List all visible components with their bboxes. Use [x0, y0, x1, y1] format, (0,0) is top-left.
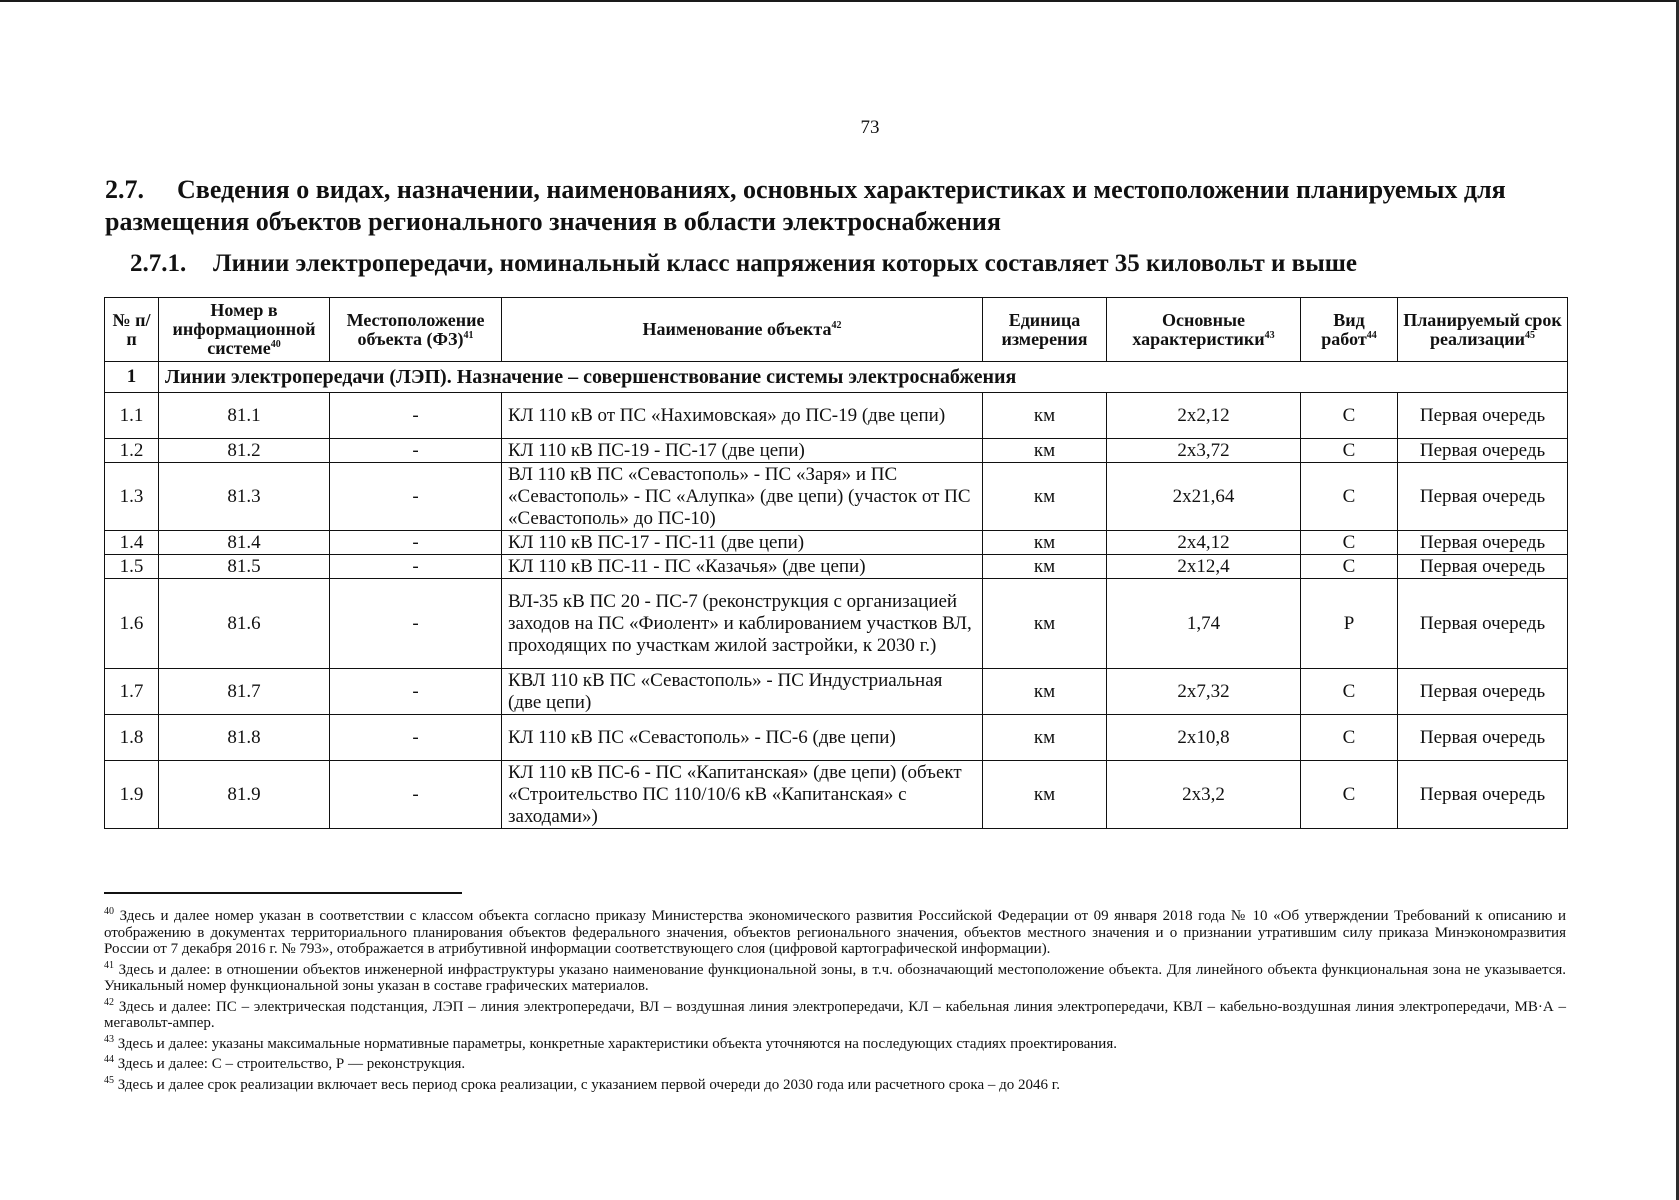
- row-location: -: [330, 531, 502, 555]
- footnote-number: 40: [104, 906, 114, 917]
- row-unit: км: [983, 579, 1107, 669]
- header-cell: Наименование объекта$^{42}$: [502, 298, 983, 362]
- row-name: КЛ 110 кВ ПС-11 - ПС «Казачья» (две цепи): [502, 555, 983, 579]
- footnote-text: Здесь и далее: указаны максимальные нормативные параметры, конкретные характеристики объекта уточняются на последующих стадиях проектирования.: [117, 1035, 1117, 1052]
- table-row: [105, 715, 1568, 761]
- table-row: [105, 555, 1568, 579]
- footnote-number: 41: [104, 959, 114, 971]
- table-row: [105, 463, 1568, 531]
- row-name: КЛ 110 кВ ПС-17 - ПС-11 (две цепи): [502, 531, 983, 555]
- footnote: [104, 1052, 1566, 1073]
- row-term: Первая очередь: [1398, 669, 1568, 715]
- row-code: 81.6: [159, 579, 330, 669]
- row-name: КЛ 110 кВ ПС-6 - ПС «Капитанская» (две цепи) (объект «Строительство ПС 110/10/6 кВ «Капитанская» с заходами»): [502, 761, 983, 829]
- header-cell: Номер в информационной системе$^{40}$: [159, 298, 330, 362]
- header-cell: Планируемый срок реализации$^{45}$: [1398, 298, 1568, 362]
- section-row: [105, 362, 1568, 393]
- row-code: 81.7: [159, 669, 330, 715]
- section-heading-number: 2.7.: [105, 175, 144, 204]
- row-code: 81.9: [159, 761, 330, 829]
- footnote-number: 45: [104, 1074, 114, 1086]
- row-unit: км: [983, 669, 1107, 715]
- row-work-type: С: [1301, 669, 1398, 715]
- footnote: [104, 1032, 1566, 1053]
- row-unit: км: [983, 761, 1107, 829]
- footnote-text: Здесь и далее номер указан в соответствии с классом объекта согласно приказу Министерства экономического развития Российской Федерации от 09 января 2018 года № 10 «Об утверждении Требований к описанию и отображению в документах территориального планирования объектов федерального значения, объектов регионального значения, объектов местного значения и о признании утратившим силу приказа Минэкономразвития России от 7 декабря 2016 г. № 793», отображается в атрибутивной информации соответствующего слоя (цифровой картографической информации).: [104, 908, 1567, 957]
- header-cell: Местоположение объекта (ФЗ)$^{41}$: [330, 298, 502, 362]
- row-location: -: [330, 463, 502, 531]
- row-location: -: [330, 555, 502, 579]
- footnote-number: 43: [104, 1033, 114, 1045]
- row-spec: 2х7,32: [1107, 669, 1301, 715]
- row-location: -: [330, 669, 502, 715]
- row-work-type: С: [1301, 531, 1398, 555]
- row-location: -: [330, 393, 502, 439]
- footnote-text: Здесь и далее: в отношении объектов инженерной инфраструктуры указано наименование функциональной зоны, в т.ч. обозначающий местоположение объекта. Для линейного объекта функциональная зона не указывается. Уникальный номер функциональной зоны указан в составе графических материалов.: [104, 961, 1566, 994]
- row-work-type: С: [1301, 761, 1398, 829]
- table-row: [105, 579, 1568, 669]
- row-spec: 2х3,2: [1107, 761, 1301, 829]
- row-work-type: С: [1301, 555, 1398, 579]
- row-unit: км: [983, 531, 1107, 555]
- row-unit: км: [983, 463, 1107, 531]
- section-heading: [105, 174, 1575, 238]
- row-number: 1.1: [105, 393, 159, 439]
- row-code: 81.4: [159, 531, 330, 555]
- row-term: Первая очередь: [1398, 761, 1568, 829]
- row-location: -: [330, 439, 502, 463]
- row-term: Первая очередь: [1398, 393, 1568, 439]
- header-cell: Единица измерения: [983, 298, 1107, 362]
- footnote-text: Здесь и далее: С – строительство, Р — реконструкция.: [117, 1056, 466, 1072]
- footnote: [104, 958, 1566, 995]
- row-term: Первая очередь: [1398, 463, 1568, 531]
- subsection-heading: [130, 248, 1357, 280]
- subsection-heading-text: Линии электропередачи, номинальный класс напряжения которых составляет 35 киловольт и выше: [213, 250, 1357, 277]
- row-work-type: С: [1301, 393, 1398, 439]
- row-number: 1.7: [105, 669, 159, 715]
- row-unit: км: [983, 715, 1107, 761]
- row-term: Первая очередь: [1398, 531, 1568, 555]
- row-name: КВЛ 110 кВ ПС «Севастополь» - ПС Индустриальная (две цепи): [502, 669, 983, 715]
- row-code: 81.8: [159, 715, 330, 761]
- subsection-heading-number: 2.7.1.: [130, 250, 187, 277]
- row-name: ВЛ-35 кВ ПС 20 - ПС-7 (реконструкция с организацией заходов на ПС «Фиолент» и каблированием участков ВЛ, проходящих по участкам жилой застройки, к 2030 г.): [502, 579, 983, 669]
- row-spec: 2х12,4: [1107, 555, 1301, 579]
- row-term: Первая очередь: [1398, 555, 1568, 579]
- table-body: [105, 362, 1568, 829]
- row-spec: 2х21,64: [1107, 463, 1301, 531]
- table-row: [105, 531, 1568, 555]
- row-name: КЛ 110 кВ от ПС «Нахимовская» до ПС-19 (две цепи): [502, 393, 983, 439]
- row-code: 81.3: [159, 463, 330, 531]
- table-row: [105, 761, 1568, 829]
- row-name: КЛ 110 кВ ПС-19 - ПС-17 (две цепи): [502, 439, 983, 463]
- row-number: 1.5: [105, 555, 159, 579]
- row-spec: 2х10,8: [1107, 715, 1301, 761]
- row-code: 81.2: [159, 439, 330, 463]
- page-number: 73: [860, 117, 880, 138]
- row-unit: км: [983, 393, 1107, 439]
- row-number: 1.9: [105, 761, 159, 829]
- footnote-text: Здесь и далее срок реализации включает весь период срока реализации, с указанием первой очереди до 2030 года или расчетного срока – до 2046 г.: [117, 1076, 1060, 1093]
- row-work-type: Р: [1301, 579, 1398, 669]
- row-code: 81.5: [159, 555, 330, 579]
- table-row: [105, 669, 1568, 715]
- section-heading-text: Сведения о видах, назначении, наименованиях, основных характеристиках и местоположении планируемых для размещения объектов регионального значения в области электроснабжения: [105, 175, 1506, 236]
- row-location: -: [330, 715, 502, 761]
- footnote-number: 42: [104, 996, 114, 1008]
- row-number: 1.8: [105, 715, 159, 761]
- row-number: 1.2: [105, 439, 159, 463]
- row-spec: 1,74: [1107, 579, 1301, 669]
- row-number: 1.6: [105, 579, 159, 669]
- footnote-number: 44: [104, 1054, 114, 1065]
- row-name: ВЛ 110 кВ ПС «Севастополь» - ПС «Заря» и ПС «Севастополь» - ПС «Алупка» (две цепи) (участок от ПС «Севастополь» до ПС-10): [502, 463, 983, 531]
- row-number: 1.3: [105, 463, 159, 531]
- row-location: -: [330, 579, 502, 669]
- header-cell: Основные характеристики$^{43}$: [1107, 298, 1301, 362]
- row-term: Первая очередь: [1398, 579, 1568, 669]
- header-cell: Вид работ$^{44}$: [1301, 298, 1398, 362]
- section-number: 1: [105, 362, 159, 393]
- footnote: [104, 904, 1566, 958]
- row-location: -: [330, 761, 502, 829]
- table-row: [105, 439, 1568, 463]
- table-row: [105, 393, 1568, 439]
- row-code: 81.1: [159, 393, 330, 439]
- row-work-type: С: [1301, 463, 1398, 531]
- row-unit: км: [983, 555, 1107, 579]
- footnote: [104, 1073, 1566, 1094]
- row-name: КЛ 110 кВ ПС «Севастополь» - ПС-6 (две цепи): [502, 715, 983, 761]
- row-work-type: С: [1301, 439, 1398, 463]
- section-title: Линии электропередачи (ЛЭП). Назначение – совершенствование системы электроснабжения: [159, 362, 1568, 393]
- row-unit: км: [983, 439, 1107, 463]
- footnote: [104, 995, 1566, 1032]
- row-work-type: С: [1301, 715, 1398, 761]
- row-term: Первая очередь: [1398, 715, 1568, 761]
- objects-table: [104, 297, 1568, 829]
- row-term: Первая очередь: [1398, 439, 1568, 463]
- footnote-text: Здесь и далее: ПС – электрическая подстанция, ЛЭП – линия электропередачи, ВЛ – воздушная линия электропередачи, КЛ – кабельная линия электропередачи, КВЛ – кабельно-воздушная линия электропередачи, МВ·А – мегавольт-ампер.: [104, 998, 1566, 1031]
- footnotes: [104, 904, 1566, 1093]
- row-spec: 2х3,72: [1107, 439, 1301, 463]
- header-cell: № п/п: [105, 298, 159, 362]
- scan-edge-top: [0, 0, 1679, 2]
- row-number: 1.4: [105, 531, 159, 555]
- row-spec: 2х2,12: [1107, 393, 1301, 439]
- footnote-separator: [104, 892, 462, 894]
- table-header-row: [105, 298, 1568, 362]
- row-spec: 2х4,12: [1107, 531, 1301, 555]
